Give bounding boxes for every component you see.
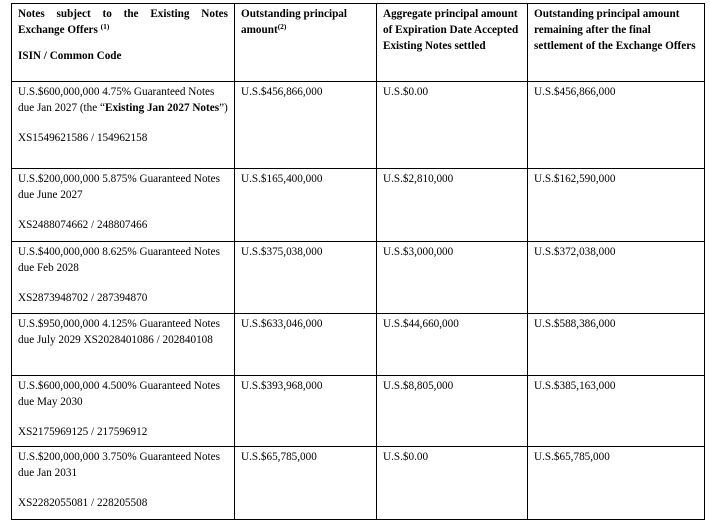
spacer (18, 116, 228, 130)
table-header-row (12, 4, 705, 82)
footnote-ref-2: (2) (277, 22, 287, 31)
outstanding-cell: U.S.$375,038,000 (235, 242, 377, 314)
outstanding-cell: U.S.$456,866,000 (235, 82, 377, 169)
header-remaining: Outstanding principal amount remaining after the final settlement of the Exchange Offers (528, 4, 705, 82)
settled-cell: U.S.$2,810,000 (377, 169, 528, 242)
note-isin: XS2873948702 / 287394870 (18, 292, 148, 304)
note-defined-term: Existing Jan 2027 Notes (105, 102, 220, 114)
spacer (18, 203, 228, 217)
note-cell (12, 314, 235, 376)
remaining-cell: U.S.$588,386,000 (528, 314, 705, 376)
header-notes (12, 4, 235, 82)
settled-cell: U.S.$8,805,000 (377, 376, 528, 447)
outstanding-cell: U.S.$165,400,000 (235, 169, 377, 242)
note-cell (12, 242, 235, 314)
settled-cell: U.S.$44,660,000 (377, 314, 528, 376)
settled-cell: U.S.$0.00 (377, 447, 528, 520)
spacer (18, 410, 228, 424)
note-description-end: ”) (219, 102, 228, 114)
header-outstanding (235, 4, 377, 82)
note-cell (12, 82, 235, 169)
note-description: U.S.$200,000,000 5.875% Guaranteed Notes due June 2027 (18, 173, 220, 201)
table-row (12, 82, 705, 169)
remaining-cell: U.S.$385,163,000 (528, 376, 705, 447)
outstanding-cell: U.S.$633,046,000 (235, 314, 377, 376)
note-description: U.S.$950,000,000 4.125% Guaranteed Notes due July 2029 XS2028401086 / 202840108 (18, 318, 220, 346)
remaining-cell: U.S.$372,038,000 (528, 242, 705, 314)
remaining-cell: U.S.$65,785,000 (528, 447, 705, 520)
note-cell (12, 169, 235, 242)
outstanding-cell: U.S.$393,968,000 (235, 376, 377, 447)
header-settled: Aggregate principal amount of Expiration Date Accepted Existing Notes settled (377, 4, 528, 82)
note-isin: XS2175969125 / 217596912 (18, 426, 148, 438)
spacer (18, 38, 228, 48)
table-row (12, 242, 705, 314)
note-description: U.S.$600,000,000 4.500% Guaranteed Notes due May 2030 (18, 380, 220, 408)
settled-cell: U.S.$3,000,000 (377, 242, 528, 314)
header-outstanding-title: Outstanding principal amount (241, 8, 348, 36)
note-description: U.S.$400,000,000 8.625% Guaranteed Notes due Feb 2028 (18, 246, 220, 274)
note-isin: XS1549621586 / 154962158 (18, 132, 148, 144)
note-description-text: U.S.$600,000,000 4.75% Guaranteed Notes due Jan 2027 (the “ (18, 86, 215, 114)
spacer (18, 481, 228, 495)
header-isin: ISIN / Common Code (18, 50, 122, 62)
header-notes-title-wrap (18, 6, 228, 38)
note-description (18, 86, 228, 114)
table-row (12, 314, 705, 376)
note-isin: XS2488074662 / 248807466 (18, 219, 148, 231)
remaining-cell: U.S.$456,866,000 (528, 82, 705, 169)
note-description: U.S.$200,000,000 3.750% Guaranteed Notes due Jan 2031 (18, 451, 220, 479)
spacer (18, 276, 228, 290)
note-cell (12, 376, 235, 447)
remaining-cell: U.S.$162,590,000 (528, 169, 705, 242)
exchange-offers-table (11, 3, 705, 520)
header-notes-title: Notes subject to the Existing Notes Exchange Offers (18, 8, 228, 36)
footnote-ref-1: (1) (100, 22, 110, 31)
settled-cell: U.S.$0.00 (377, 82, 528, 169)
note-cell (12, 447, 235, 520)
table-row (12, 447, 705, 520)
table-row (12, 169, 705, 242)
note-isin: XS2282055081 / 228205508 (18, 497, 148, 509)
outstanding-cell: U.S.$65,785,000 (235, 447, 377, 520)
table-row (12, 376, 705, 447)
